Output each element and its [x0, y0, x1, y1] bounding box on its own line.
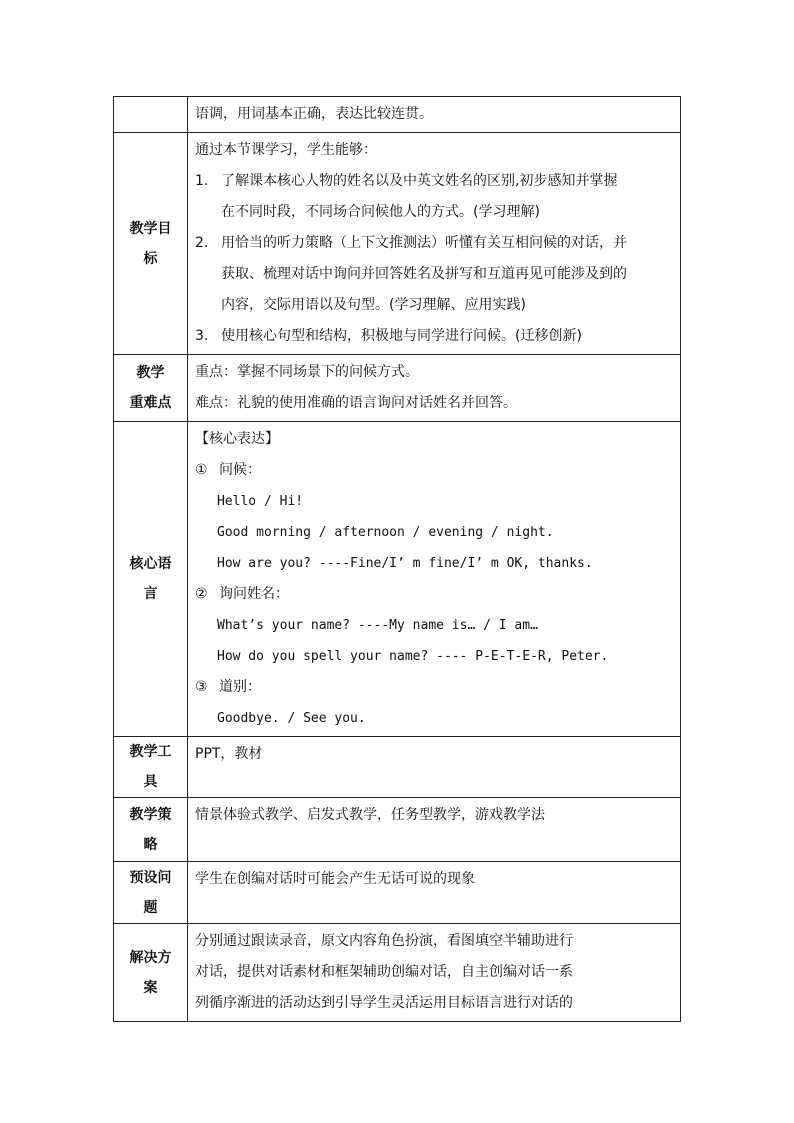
- example-line: Goodbye. / See you.: [217, 711, 366, 726]
- row-content: [188, 133, 681, 355]
- row-label: 教学工 具: [114, 737, 188, 798]
- row-label: 预设问 题: [114, 862, 188, 924]
- example-line: Hello / Hi!: [217, 494, 304, 509]
- core-group-title: ③ 道别：: [195, 679, 261, 695]
- objective-item: 3. 使用核心句型和结构，积极地与同学进行问候。(迁移创新): [195, 328, 582, 344]
- row-label: 教学目 标: [114, 133, 188, 355]
- row-objectives: [114, 133, 681, 355]
- example-line: What’s your name? ----My name is… / I am…: [217, 618, 538, 633]
- text-line: 语调，用词基本正确，表达比较连贯。: [195, 106, 433, 122]
- row-key-difficult-points: [114, 355, 681, 422]
- row-label: 解决方 案: [114, 924, 188, 1022]
- row-continuation: [114, 97, 681, 133]
- example-line: How are you? ----Fine/I’ m fine/I’ m OK, thanks.: [217, 556, 593, 571]
- row-label: 核心语 言: [114, 422, 188, 737]
- row-label: 教学 重难点: [114, 355, 188, 422]
- objective-item: 2. 用恰当的听力策略（上下文推测法）听懂有关互相问候的对话，并 获取、梳理对话中询问并回答姓名及拼写和互道再见可能涉及到的 内容，交际用语以及句型。(学习理解、应用实践): [195, 235, 627, 313]
- objective-item: 1. 了解课本核心人物的姓名以及中英文姓名的区别,初步感知并掌握 在不同时段，不同场合问候他人的方式。(学习理解): [195, 173, 618, 220]
- row-teaching-tools: [114, 737, 681, 798]
- row-solutions: [114, 924, 681, 1022]
- row-content: 情景体验式教学、启发式教学，任务型教学，游戏教学法: [188, 798, 681, 862]
- objectives-intro: 通过本节课学习，学生能够：: [195, 142, 377, 158]
- example-line: Good morning / afternoon / evening / night.: [217, 525, 554, 540]
- core-group-title: ① 问候：: [195, 462, 261, 478]
- row-anticipated-problems: [114, 862, 681, 924]
- row-content: 分别通过跟读录音，原文内容角色扮演，看图填空半辅助进行 对话，提供对话素材和框架辅助创编对话，自主创编对话一系 列循序渐进的活动达到引导学生灵活运用目标语言进行对话的: [188, 924, 681, 1022]
- core-group-title: ② 询问姓名：: [195, 586, 289, 602]
- row-teaching-strategy: [114, 798, 681, 862]
- row-content: PPT，教材: [188, 737, 681, 798]
- row-content: 学生在创编对话时可能会产生无话可说的现象: [188, 862, 681, 924]
- lesson-plan-table: [113, 96, 681, 1022]
- row-core-language: [114, 422, 681, 737]
- row-content: [188, 97, 681, 133]
- row-label: [114, 97, 188, 133]
- example-line: How do you spell your name? ---- P-E-T-E-R, Peter.: [217, 649, 609, 664]
- core-heading: 【核心表达】: [195, 431, 279, 447]
- row-content: [188, 422, 681, 737]
- row-label: 教学策 略: [114, 798, 188, 862]
- row-content: 重点：掌握不同场景下的问候方式。 难点：礼貌的使用准确的语言询问对话姓名并回答。: [188, 355, 681, 422]
